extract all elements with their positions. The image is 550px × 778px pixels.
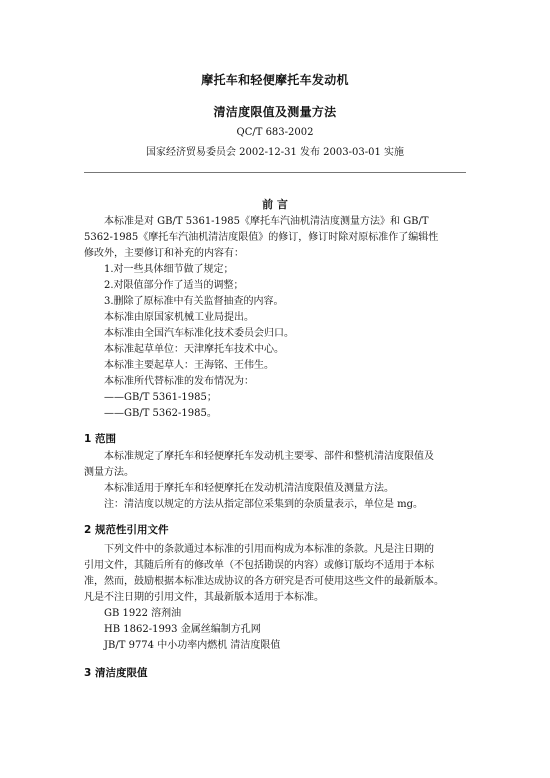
foreword-drafter-unit: 本标准起草单位：天津摩托车技术中心。 (104, 344, 284, 355)
section2-line: 引用文件，其随后所有的修改单（不包括勘误的内容）或修订版均不适用于本标 (84, 560, 434, 571)
section1-line: 本标准适用于摩托车和轻便摩托在发动机清洁度限值及测量方法。 (104, 483, 394, 494)
foreword-list-item: 2.对限值部分作了适当的调整； (104, 280, 244, 291)
foreword-managed: 本标准由全国汽车标准化技术委员会归口。 (104, 328, 294, 339)
section3-heading: 3 清洁度限值 (84, 667, 148, 679)
reference-item: JB/T 9774 中小功率内燃机 清洁度限值 (104, 640, 281, 651)
foreword-paragraph-line: 修改外，主要修订和补充的内容有： (84, 248, 244, 259)
foreword-replaced-standard: ——GB/T 5362-1985。 (104, 408, 217, 419)
section2-line: 凡是不注日期的引用文件，其最新版本适用于本标准。 (84, 592, 324, 603)
foreword-list-item: 1.对一些具体细节做了规定； (104, 264, 234, 275)
header-divider (84, 172, 466, 173)
section1-note: 注：清洁度以规定的方法从指定部位采集到的杂质量表示，单位是 mg。 (104, 499, 424, 510)
foreword-drafters: 本标准主要起草人：王海铭、王伟生。 (104, 360, 274, 371)
foreword-paragraph-line: 5362-1985《摩托车汽油机清洁度限值》的修订，修订时除对原标准作了编辑性 (84, 232, 439, 243)
foreword-paragraph-line: 本标准是对 GB/T 5361-1985《摩托车汽油机清洁度测量方法》和 GB/T (104, 216, 429, 227)
document-title-line2: 清洁度限值及测量方法 (213, 105, 337, 119)
reference-item: HB 1862-1993 金属丝编制方孔网 (104, 624, 261, 635)
foreword-replaced-intro: 本标准所代替标准的发布情况为： (104, 376, 254, 387)
standard-number: QC/T 683-2002 (236, 127, 314, 138)
issue-line: 国家经济贸易委员会 2002-12-31 发布 2003-03-01 实施 (145, 147, 405, 158)
section1-line: 本标准规定了摩托车和轻便摩托车发动机主要零、部件和整机清洁度限值及 (104, 451, 434, 462)
reference-item: GB 1922 溶剂油 (104, 608, 182, 619)
section2-heading: 2 规范性引用文件 (84, 524, 169, 536)
foreword-proposed: 本标准由原国家机械工业局提出。 (104, 312, 254, 323)
section2-line: 下列文件中的条款通过本标准的引用而构成为本标准的条款。凡是注日期的 (104, 544, 434, 555)
foreword-replaced-standard: ——GB/T 5361-1985； (104, 392, 217, 403)
foreword-list-item: 3.删除了原标准中有关监督抽查的内容。 (104, 296, 284, 307)
section1-heading: 1 范围 (84, 433, 116, 445)
section1-line: 测量方法。 (84, 467, 134, 478)
section2-line: 准，然而，鼓励根据本标准达成协议的各方研究是否可使用这些文件的最新版本。 (84, 576, 444, 587)
foreword-title: 前 言 (262, 198, 288, 211)
document-title-line1: 摩托车和轻便摩托车发动机 (201, 73, 349, 87)
